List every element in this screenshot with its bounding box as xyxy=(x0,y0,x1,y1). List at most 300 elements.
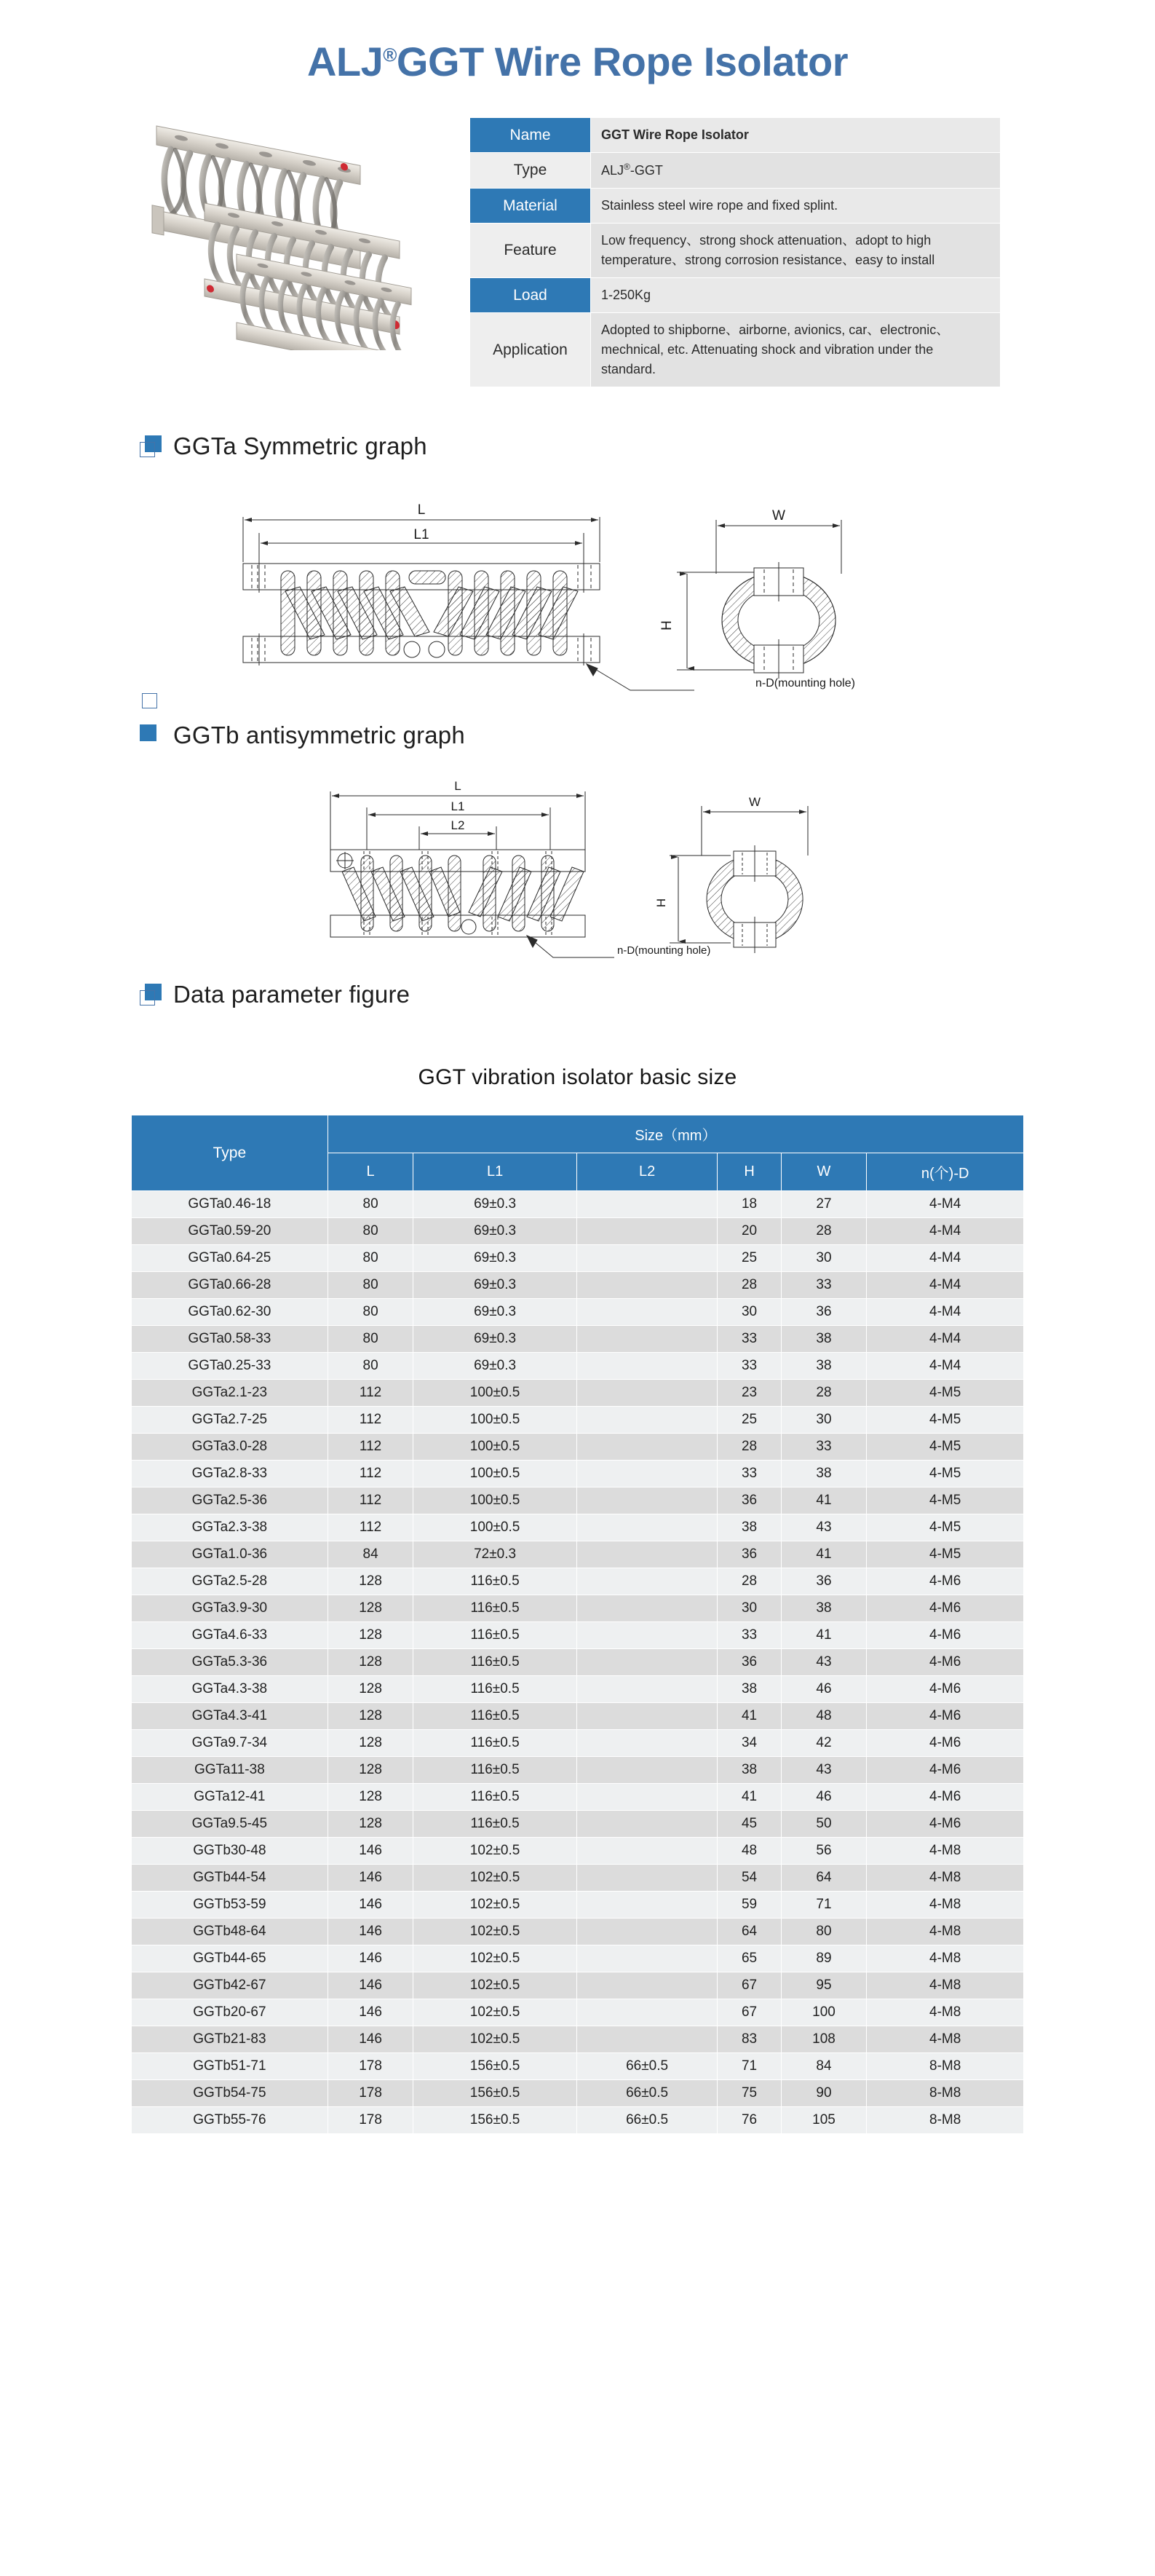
cell-value: 4-M8 xyxy=(867,1892,1024,1919)
cell-value: 36 xyxy=(718,1541,781,1568)
cell-value: 112 xyxy=(328,1461,413,1487)
size-table-body xyxy=(132,1191,1024,2134)
cell-value: 64 xyxy=(718,1919,781,1945)
cell-value: 76 xyxy=(718,2107,781,2134)
spec-label-type: Type xyxy=(470,153,591,189)
table-row xyxy=(132,1568,1024,1595)
cell-value xyxy=(576,1784,718,1811)
cell-value: 66±0.5 xyxy=(576,2053,718,2080)
cell-value: 4-M6 xyxy=(867,1811,1024,1838)
cell-value: 84 xyxy=(781,2053,867,2080)
cell-value: 80 xyxy=(328,1299,413,1326)
cell-value: 33 xyxy=(718,1326,781,1353)
cell-value: 4-M5 xyxy=(867,1487,1024,1514)
cell-value: 69±0.3 xyxy=(413,1191,576,1218)
cell-value: 116±0.5 xyxy=(413,1649,576,1676)
size-table-header-row-1 xyxy=(132,1115,1024,1153)
cell-value: 80 xyxy=(328,1272,413,1299)
cell-value: 4-M6 xyxy=(867,1622,1024,1649)
cell-value: 72±0.3 xyxy=(413,1541,576,1568)
ggta-dim-H-label: H xyxy=(659,620,675,631)
cell-type: GGTa2.7-25 xyxy=(132,1407,328,1434)
cell-type: GGTa9.5-45 xyxy=(132,1811,328,1838)
cell-type: GGTa4.3-38 xyxy=(132,1676,328,1703)
cell-value xyxy=(576,1380,718,1407)
cell-value: 102±0.5 xyxy=(413,1945,576,1972)
cell-value: 80 xyxy=(328,1218,413,1245)
cell-value: 146 xyxy=(328,1892,413,1919)
table-row xyxy=(132,1461,1024,1487)
table-row xyxy=(132,2107,1024,2134)
cell-value: 23 xyxy=(718,1380,781,1407)
ggtb-dim-L-label: L xyxy=(453,779,461,793)
cell-value xyxy=(576,1299,718,1326)
spec-row-application xyxy=(470,313,1001,387)
cell-value: 128 xyxy=(328,1676,413,1703)
cell-value: 33 xyxy=(718,1622,781,1649)
cell-value: 102±0.5 xyxy=(413,1892,576,1919)
table-row xyxy=(132,1838,1024,1865)
cell-value: 128 xyxy=(328,1811,413,1838)
spec-value-material: Stainless steel wire rope and fixed splint. xyxy=(591,189,1001,224)
cell-value: 33 xyxy=(781,1434,867,1461)
spec-value-load: 1-250Kg xyxy=(591,278,1001,313)
registered-mark-icon: ® xyxy=(383,44,397,66)
cell-type: GGTa2.5-28 xyxy=(132,1568,328,1595)
cell-value: 67 xyxy=(718,1972,781,1999)
cell-value: 4-M5 xyxy=(867,1380,1024,1407)
cell-value: 38 xyxy=(718,1757,781,1784)
cell-value: 100±0.5 xyxy=(413,1514,576,1541)
cell-value: 178 xyxy=(328,2053,413,2080)
cell-value: 116±0.5 xyxy=(413,1703,576,1730)
cell-value: 4-M6 xyxy=(867,1595,1024,1622)
cell-type: GGTa11-38 xyxy=(132,1757,328,1784)
table-row xyxy=(132,2053,1024,2080)
cell-type: GGTa4.6-33 xyxy=(132,1622,328,1649)
table-row xyxy=(132,1407,1024,1434)
cell-value: 28 xyxy=(718,1568,781,1595)
cell-value: 27 xyxy=(781,1191,867,1218)
cell-value: 41 xyxy=(718,1784,781,1811)
cell-value: 102±0.5 xyxy=(413,1865,576,1892)
size-table-head xyxy=(132,1115,1024,1191)
cell-value: 116±0.5 xyxy=(413,1676,576,1703)
section-heading-data xyxy=(0,981,1155,1008)
spec-label-application: Application xyxy=(470,313,591,387)
cell-value: 4-M4 xyxy=(867,1299,1024,1326)
table-row xyxy=(132,1191,1024,1218)
cell-value: 100 xyxy=(781,1999,867,2026)
cell-type: GGTb21-83 xyxy=(132,2026,328,2053)
table-row xyxy=(132,1703,1024,1730)
cell-value: 65 xyxy=(718,1945,781,1972)
cell-value: 80 xyxy=(328,1326,413,1353)
table-row xyxy=(132,1487,1024,1514)
table-row xyxy=(132,1326,1024,1353)
cell-value: 84 xyxy=(328,1541,413,1568)
cell-type: GGTa3.9-30 xyxy=(132,1595,328,1622)
page-title-rest: GGT Wire Rope Isolator xyxy=(396,39,849,84)
cell-value: 28 xyxy=(781,1380,867,1407)
cell-value: 156±0.5 xyxy=(413,2053,576,2080)
ggtb-dim-L2-label: L2 xyxy=(451,818,464,832)
cell-value: 128 xyxy=(328,1703,413,1730)
registered-mark-icon: ® xyxy=(624,162,630,172)
col-header-w: W xyxy=(781,1153,867,1191)
cell-type: GGTb42-67 xyxy=(132,1972,328,1999)
ggta-drawing-wrap xyxy=(0,463,1155,693)
table-row xyxy=(132,1865,1024,1892)
cell-value xyxy=(576,1622,718,1649)
ggta-dim-L-label: L xyxy=(417,502,425,518)
cell-value: 8-M8 xyxy=(867,2080,1024,2107)
table-row xyxy=(132,1245,1024,1272)
cell-value: 54 xyxy=(718,1865,781,1892)
cell-value xyxy=(576,1487,718,1514)
cell-value: 42 xyxy=(781,1730,867,1757)
ggtb-technical-drawing xyxy=(309,774,920,971)
cell-type: GGTb48-64 xyxy=(132,1919,328,1945)
cell-value: 4-M8 xyxy=(867,2026,1024,2053)
cell-value: 4-M4 xyxy=(867,1272,1024,1299)
cell-value: 4-M6 xyxy=(867,1676,1024,1703)
cell-value: 146 xyxy=(328,1838,413,1865)
cell-value: 38 xyxy=(718,1514,781,1541)
cell-value: 116±0.5 xyxy=(413,1784,576,1811)
ggtb-dim-L1-label: L1 xyxy=(451,799,464,813)
cell-type: GGTb54-75 xyxy=(132,2080,328,2107)
cell-value: 71 xyxy=(718,2053,781,2080)
cell-value: 128 xyxy=(328,1595,413,1622)
cell-value: 116±0.5 xyxy=(413,1595,576,1622)
cell-type: GGTb44-65 xyxy=(132,1945,328,1972)
cell-value: 33 xyxy=(718,1353,781,1380)
cell-value: 80 xyxy=(781,1919,867,1945)
cell-value xyxy=(576,1972,718,1999)
cell-value: 4-M8 xyxy=(867,1945,1024,1972)
cell-value: 108 xyxy=(781,2026,867,2053)
cell-value: 25 xyxy=(718,1407,781,1434)
cell-value: 112 xyxy=(328,1434,413,1461)
cell-type: GGTa5.3-36 xyxy=(132,1649,328,1676)
cell-type: GGTa0.58-33 xyxy=(132,1326,328,1353)
cell-type: GGTb20-67 xyxy=(132,1999,328,2026)
spec-row-type xyxy=(470,153,1001,189)
cell-value xyxy=(576,1326,718,1353)
cell-value: 102±0.5 xyxy=(413,1838,576,1865)
cell-value: 69±0.3 xyxy=(413,1299,576,1326)
cell-value xyxy=(576,1191,718,1218)
hero-section xyxy=(0,110,1155,387)
cell-type: GGTa3.0-28 xyxy=(132,1434,328,1461)
table-row xyxy=(132,1945,1024,1972)
cell-value xyxy=(576,1514,718,1541)
cell-value: 4-M6 xyxy=(867,1730,1024,1757)
table-row xyxy=(132,1919,1024,1945)
cell-type: GGTa2.1-23 xyxy=(132,1380,328,1407)
cell-value xyxy=(576,1245,718,1272)
cell-value: 116±0.5 xyxy=(413,1568,576,1595)
cell-value: 59 xyxy=(718,1892,781,1919)
cell-value: 116±0.5 xyxy=(413,1757,576,1784)
cell-value: 4-M6 xyxy=(867,1784,1024,1811)
cell-value xyxy=(576,1865,718,1892)
cell-value xyxy=(576,1730,718,1757)
cell-value: 43 xyxy=(781,1514,867,1541)
cell-value: 100±0.5 xyxy=(413,1461,576,1487)
cell-value: 105 xyxy=(781,2107,867,2134)
cell-value xyxy=(576,1461,718,1487)
col-header-h: H xyxy=(718,1153,781,1191)
specification-table xyxy=(469,117,1001,387)
spec-type-suffix: -GGT xyxy=(630,163,663,178)
section-heading-ggtb xyxy=(0,722,1155,749)
page-title xyxy=(0,0,1155,91)
cell-value: 146 xyxy=(328,1919,413,1945)
cell-type: GGTb53-59 xyxy=(132,1892,328,1919)
spec-row-name xyxy=(470,118,1001,153)
cell-value: 89 xyxy=(781,1945,867,1972)
cell-value: 30 xyxy=(718,1595,781,1622)
cell-value: 69±0.3 xyxy=(413,1245,576,1272)
table-row xyxy=(132,1434,1024,1461)
cell-value: 156±0.5 xyxy=(413,2107,576,2134)
spec-row-load xyxy=(470,278,1001,313)
cell-value: 18 xyxy=(718,1191,781,1218)
cell-type: GGTa4.3-41 xyxy=(132,1703,328,1730)
cell-value: 116±0.5 xyxy=(413,1811,576,1838)
cell-value: 48 xyxy=(718,1838,781,1865)
size-table-title: GGT vibration isolator basic size xyxy=(418,1065,737,1089)
cell-type: GGTa0.64-25 xyxy=(132,1245,328,1272)
spec-label-load: Load xyxy=(470,278,591,313)
cell-value xyxy=(576,1945,718,1972)
cell-type: GGTa2.5-36 xyxy=(132,1487,328,1514)
col-header-size-group: Size（mm） xyxy=(328,1115,1023,1153)
cell-value: 56 xyxy=(781,1838,867,1865)
cell-value: 66±0.5 xyxy=(576,2080,718,2107)
square-bullet-icon xyxy=(140,435,162,457)
cell-type: GGTa0.59-20 xyxy=(132,1218,328,1245)
cell-value: 100±0.5 xyxy=(413,1407,576,1434)
cell-value: 8-M8 xyxy=(867,2053,1024,2080)
table-row xyxy=(132,1811,1024,1838)
table-row xyxy=(132,1272,1024,1299)
cell-type: GGTa0.66-28 xyxy=(132,1272,328,1299)
spec-value-type xyxy=(591,153,1001,189)
page-title-brand: ALJ xyxy=(306,39,384,84)
spec-row-feature xyxy=(470,224,1001,278)
cell-value: 33 xyxy=(781,1272,867,1299)
stray-square-icon xyxy=(142,693,157,708)
col-header-l1: L1 xyxy=(413,1153,576,1191)
cell-value: 112 xyxy=(328,1380,413,1407)
wire-rope-isolator-illustration xyxy=(135,110,429,350)
cell-value xyxy=(576,1757,718,1784)
square-bullet-icon xyxy=(140,724,162,746)
cell-value: 4-M4 xyxy=(867,1353,1024,1380)
table-row xyxy=(132,1218,1024,1245)
cell-value: 71 xyxy=(781,1892,867,1919)
cell-value: 69±0.3 xyxy=(413,1218,576,1245)
cell-value: 100±0.5 xyxy=(413,1434,576,1461)
cell-value xyxy=(576,1434,718,1461)
cell-value: 128 xyxy=(328,1757,413,1784)
ggta-technical-drawing xyxy=(214,482,985,693)
cell-value: 46 xyxy=(781,1676,867,1703)
cell-value: 41 xyxy=(718,1703,781,1730)
cell-value: 4-M5 xyxy=(867,1514,1024,1541)
cell-value: 128 xyxy=(328,1784,413,1811)
cell-value: 146 xyxy=(328,1999,413,2026)
cell-value: 30 xyxy=(718,1299,781,1326)
cell-value xyxy=(576,1838,718,1865)
cell-value xyxy=(576,1407,718,1434)
cell-value: 38 xyxy=(781,1461,867,1487)
cell-value: 66±0.5 xyxy=(576,2107,718,2134)
cell-value: 4-M4 xyxy=(867,1326,1024,1353)
cell-value: 38 xyxy=(718,1676,781,1703)
cell-value: 69±0.3 xyxy=(413,1272,576,1299)
size-table xyxy=(131,1115,1024,2134)
section-heading-ggta xyxy=(0,432,1155,460)
cell-value: 48 xyxy=(781,1703,867,1730)
table-row xyxy=(132,1676,1024,1703)
cell-value: 116±0.5 xyxy=(413,1730,576,1757)
cell-value: 64 xyxy=(781,1865,867,1892)
cell-value: 4-M5 xyxy=(867,1541,1024,1568)
table-row xyxy=(132,1999,1024,2026)
size-table-holder xyxy=(0,1115,1155,2185)
cell-value: 4-M6 xyxy=(867,1703,1024,1730)
cell-value xyxy=(576,1919,718,1945)
cell-value: 80 xyxy=(328,1191,413,1218)
cell-value: 41 xyxy=(781,1622,867,1649)
cell-value: 75 xyxy=(718,2080,781,2107)
cell-value: 41 xyxy=(781,1541,867,1568)
cell-type: GGTa0.25-33 xyxy=(132,1353,328,1380)
cell-value: 4-M8 xyxy=(867,1999,1024,2026)
spec-value-application: Adopted to shipborne、airborne, avionics, car、electronic、mechnical, etc. Attenuating shock and vibration under the standard. xyxy=(591,313,1001,387)
cell-value: 4-M5 xyxy=(867,1407,1024,1434)
cell-value: 83 xyxy=(718,2026,781,2053)
table-row xyxy=(132,1730,1024,1757)
cell-value: 102±0.5 xyxy=(413,1972,576,1999)
cell-value: 178 xyxy=(328,2107,413,2134)
cell-value: 20 xyxy=(718,1218,781,1245)
cell-value: 112 xyxy=(328,1514,413,1541)
cell-type: GGTa2.8-33 xyxy=(132,1461,328,1487)
cell-value: 69±0.3 xyxy=(413,1353,576,1380)
table-row xyxy=(132,1892,1024,1919)
cell-value: 46 xyxy=(781,1784,867,1811)
cell-value xyxy=(576,1353,718,1380)
cell-value: 128 xyxy=(328,1622,413,1649)
cell-value: 4-M8 xyxy=(867,1838,1024,1865)
cell-value: 38 xyxy=(781,1595,867,1622)
table-row xyxy=(132,1380,1024,1407)
cell-value xyxy=(576,2026,718,2053)
cell-value: 112 xyxy=(328,1407,413,1434)
cell-value: 28 xyxy=(718,1272,781,1299)
table-row xyxy=(132,1514,1024,1541)
cell-value: 4-M8 xyxy=(867,1865,1024,1892)
cell-value: 4-M4 xyxy=(867,1191,1024,1218)
cell-value: 30 xyxy=(781,1407,867,1434)
cell-value: 28 xyxy=(781,1218,867,1245)
cell-value: 4-M5 xyxy=(867,1434,1024,1461)
cell-value: 36 xyxy=(718,1487,781,1514)
spec-value-feature: Low frequency、strong shock attenuation、adopt to high temperature、strong corrosion resistance、easy to install xyxy=(591,224,1001,278)
cell-type: GGTa0.46-18 xyxy=(132,1191,328,1218)
cell-value: 112 xyxy=(328,1487,413,1514)
cell-value: 28 xyxy=(718,1434,781,1461)
cell-value: 102±0.5 xyxy=(413,1919,576,1945)
ggtb-drawing-wrap xyxy=(0,752,1155,971)
col-header-l: L xyxy=(328,1153,413,1191)
cell-type: GGTb30-48 xyxy=(132,1838,328,1865)
cell-value: 146 xyxy=(328,1972,413,1999)
ggtb-dim-H-label: H xyxy=(654,898,668,908)
cell-value: 4-M4 xyxy=(867,1245,1024,1272)
cell-value xyxy=(576,1272,718,1299)
cell-value: 8-M8 xyxy=(867,2107,1024,2134)
cell-value: 43 xyxy=(781,1757,867,1784)
ggta-dim-L1-label: L1 xyxy=(413,527,429,542)
ggta-dim-W-label: W xyxy=(771,508,785,524)
cell-value: 102±0.5 xyxy=(413,2026,576,2053)
cell-type: GGTb55-76 xyxy=(132,2107,328,2134)
spec-label-material: Material xyxy=(470,189,591,224)
cell-value: 4-M4 xyxy=(867,1218,1024,1245)
cell-value: 146 xyxy=(328,1865,413,1892)
spec-row-material xyxy=(470,189,1001,224)
cell-type: GGTa12-41 xyxy=(132,1784,328,1811)
cell-value: 128 xyxy=(328,1730,413,1757)
cell-value: 80 xyxy=(328,1245,413,1272)
cell-value: 156±0.5 xyxy=(413,2080,576,2107)
cell-value xyxy=(576,1568,718,1595)
spec-type-prefix: ALJ xyxy=(601,163,624,178)
cell-value: 69±0.3 xyxy=(413,1326,576,1353)
cell-value: 4-M8 xyxy=(867,1972,1024,1999)
col-header-nd: n(个)-D xyxy=(867,1153,1024,1191)
cell-value: 38 xyxy=(781,1326,867,1353)
ggtb-callout-label: n-D(mounting hole) xyxy=(616,944,710,957)
cell-value: 4-M8 xyxy=(867,1919,1024,1945)
cell-value xyxy=(576,1218,718,1245)
ggta-callout-label: n-D(mounting hole) xyxy=(755,677,855,690)
cell-value: 33 xyxy=(718,1461,781,1487)
cell-type: GGTb44-54 xyxy=(132,1865,328,1892)
cell-value: 36 xyxy=(781,1568,867,1595)
table-row xyxy=(132,1595,1024,1622)
cell-value: 45 xyxy=(718,1811,781,1838)
ggtb-dim-W-label: W xyxy=(748,795,761,809)
cell-value: 146 xyxy=(328,2026,413,2053)
cell-value: 95 xyxy=(781,1972,867,1999)
cell-value: 102±0.5 xyxy=(413,1999,576,2026)
cell-value: 128 xyxy=(328,1568,413,1595)
spec-label-name: Name xyxy=(470,118,591,153)
square-bullet-icon xyxy=(140,984,162,1005)
cell-value xyxy=(576,1649,718,1676)
cell-value xyxy=(576,1703,718,1730)
cell-value: 36 xyxy=(718,1649,781,1676)
spec-value-name: GGT Wire Rope Isolator xyxy=(591,118,1001,153)
cell-value: 34 xyxy=(718,1730,781,1757)
